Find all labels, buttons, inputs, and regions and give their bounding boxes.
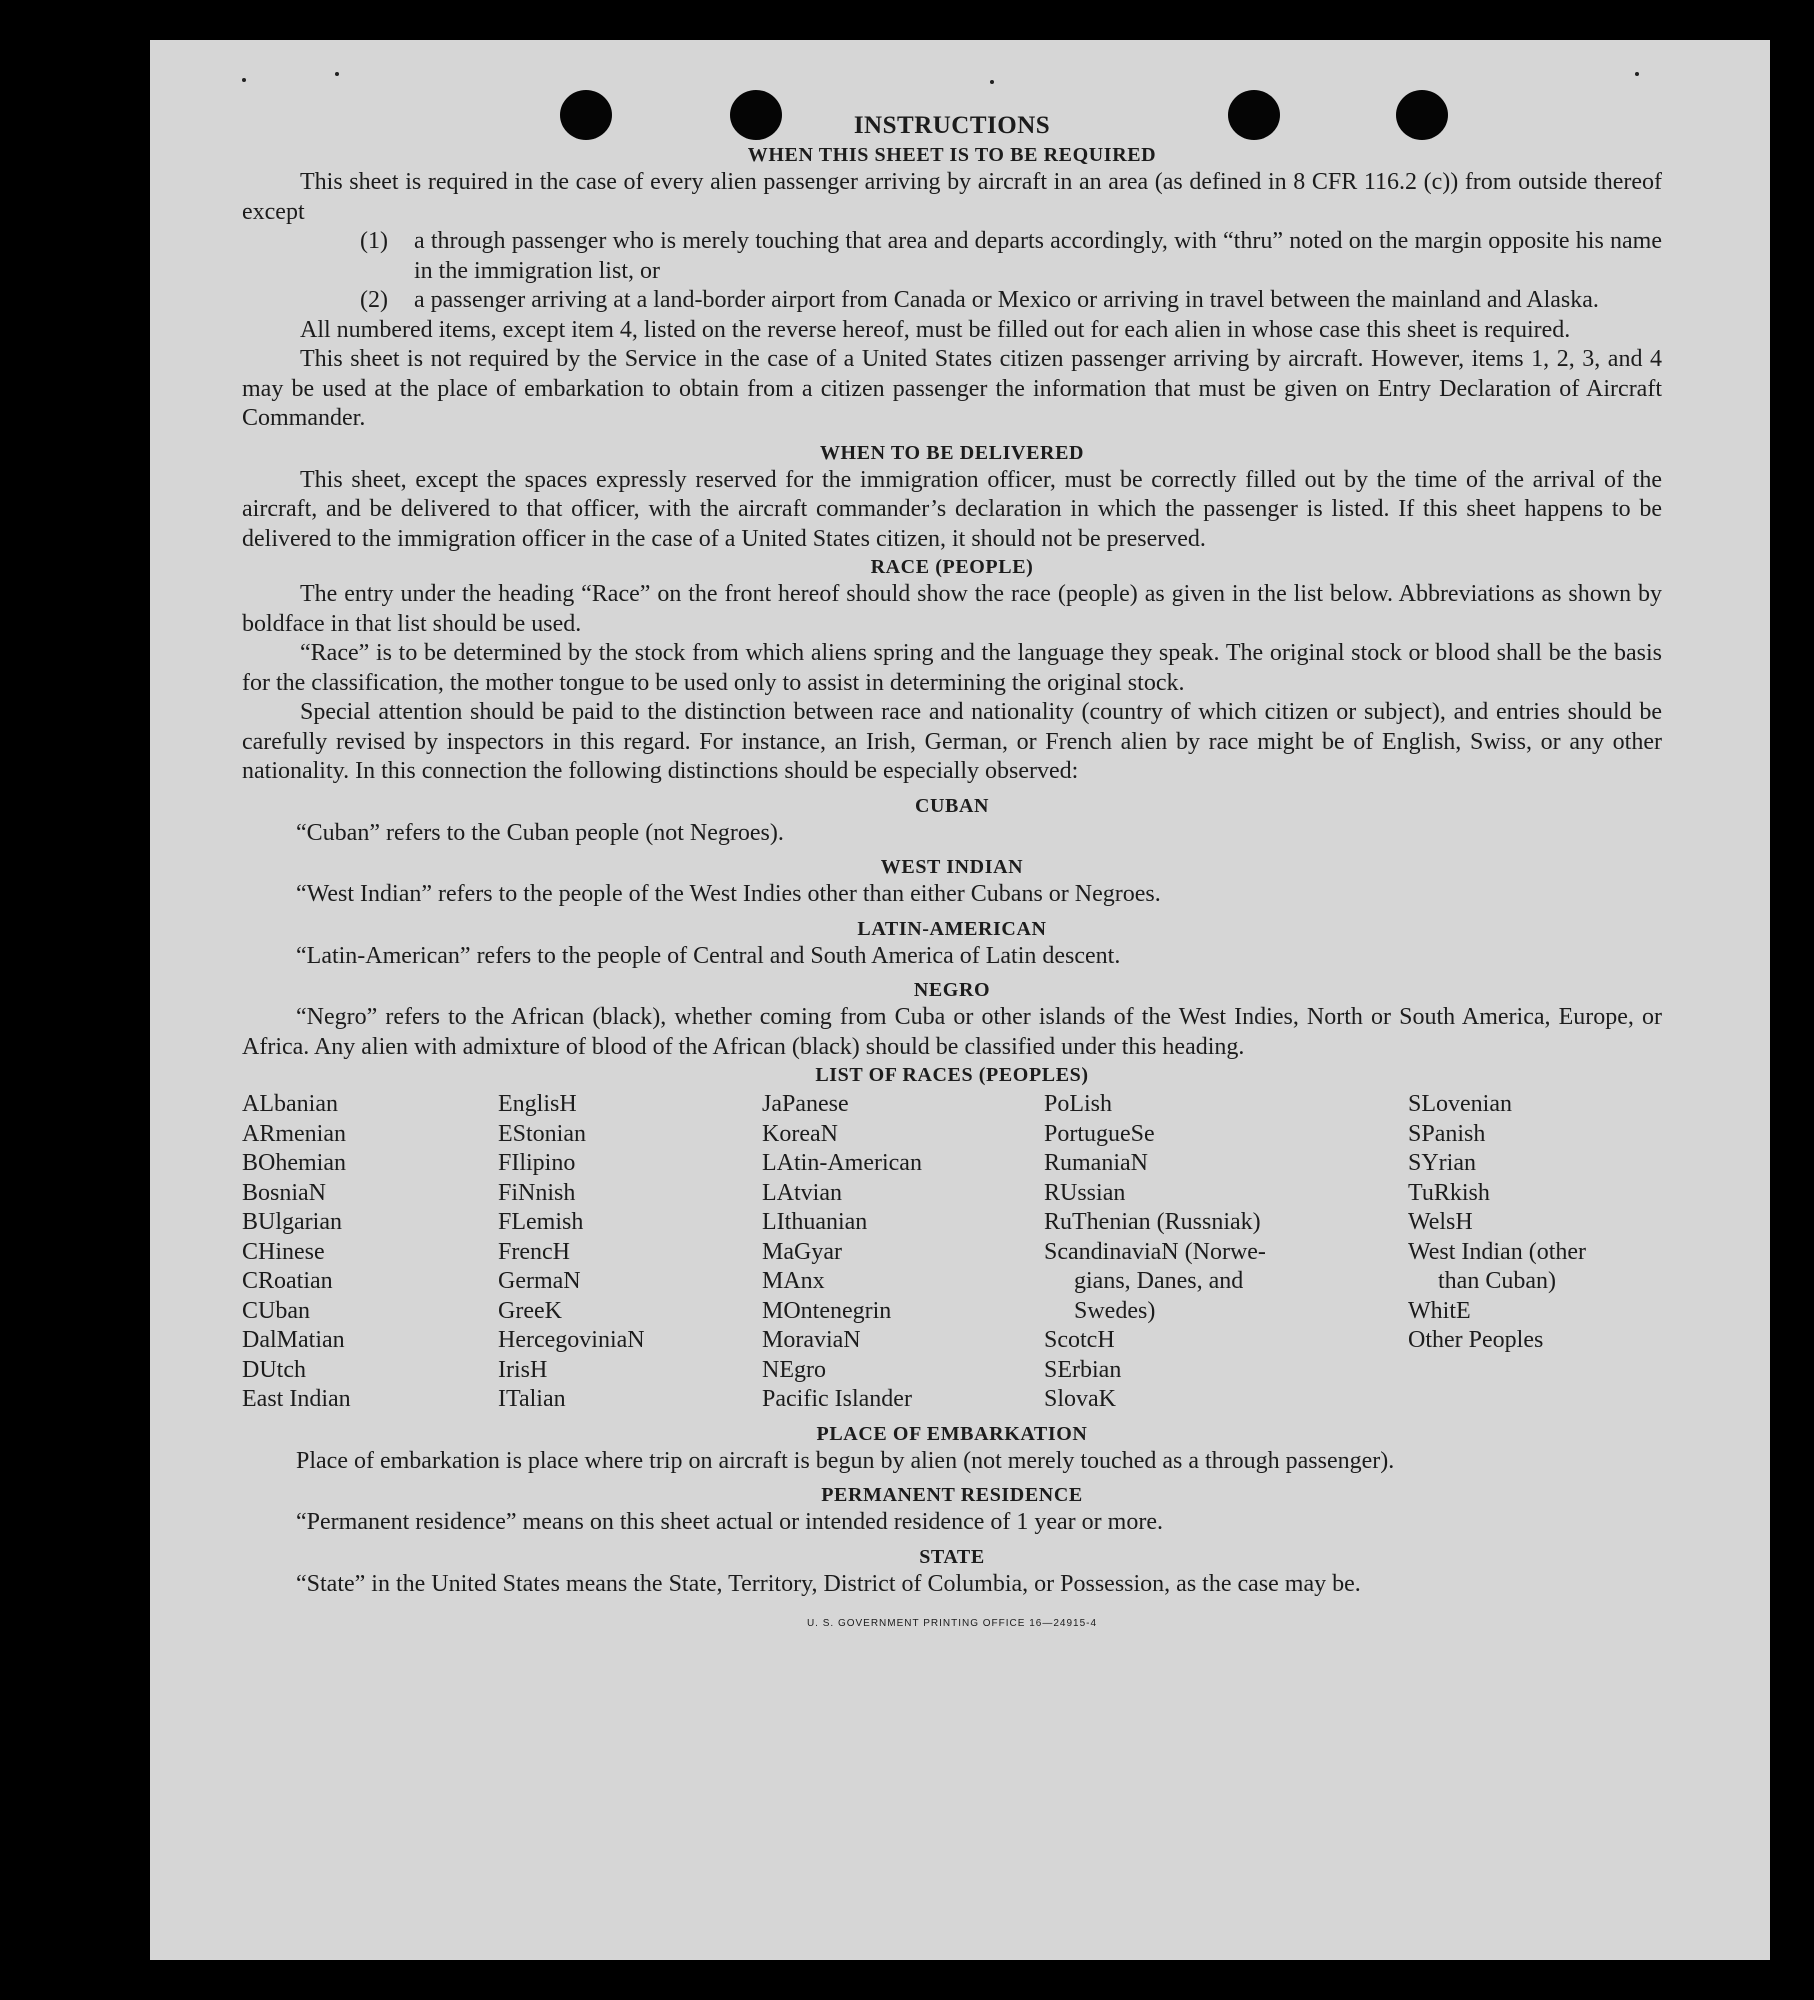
definition-text: Place of embarkation is place where trip on aircraft is begun by alien (not merely touched as a through passenger).	[296, 1447, 1395, 1474]
paragraph: The entry under the heading “Race” on the front hereof should show the race (people) as given in the list below. Abbreviations as shown by boldface in that list should be used.	[242, 581, 1662, 637]
paper-speck	[990, 80, 994, 84]
race-entry-continued: gians, Danes, and	[1074, 1268, 1244, 1294]
race-entry: MAnx	[762, 1268, 825, 1294]
section-heading-embarkation: PLACE OF EMBARKATION	[816, 1422, 1088, 1445]
paper-speck	[1635, 72, 1639, 76]
race-entry: IrisH	[498, 1356, 548, 1383]
list-item	[242, 227, 1662, 286]
section-heading-race: RACE (PEOPLE)	[870, 556, 1034, 578]
race-column	[1408, 1090, 1662, 1415]
race-entry: FrencH	[498, 1238, 570, 1265]
race-entry: DUtch	[242, 1356, 306, 1383]
definition-text: “Permanent residence” means on this sheet actual or intended residence of 1 year or more.	[296, 1509, 1163, 1535]
race-entry: PoLish	[1044, 1091, 1113, 1117]
definition-text: “State” in the United States means the State, Territory, District of Columbia, or Possession, as the case may be.	[296, 1570, 1361, 1597]
race-entry: ARmenian	[242, 1120, 346, 1147]
race-entry: Other Peoples	[1408, 1327, 1544, 1353]
race-entry: WhitE	[1408, 1297, 1471, 1324]
definition-text: “West Indian” refers to the people of the West Indies other than either Cubans or Negroes.	[296, 881, 1161, 907]
paragraph: This sheet, except the spaces expressly reserved for the immigration officer, must be correctly filled out by the time of the arrival of the aircraft, and be delivered to that officer, with the aircraft commander’s declaration in which the passenger is listed. If this sheet happens to be delivered to the immigration officer in the case of a United States citizen, it should not be preserved.	[242, 466, 1662, 552]
race-entry: MOntenegrin	[762, 1297, 892, 1324]
race-entry: BUlgarian	[242, 1209, 342, 1235]
race-entry: RuThenian (Russniak)	[1044, 1209, 1261, 1235]
race-column	[242, 1090, 498, 1415]
instructions-content	[242, 110, 1662, 1639]
race-entry: ScotcH	[1044, 1327, 1115, 1353]
item-number: (2)	[360, 287, 388, 313]
section-heading-delivered: WHEN TO BE DELIVERED	[819, 441, 1085, 464]
race-entry: CRoatian	[242, 1268, 333, 1294]
section-heading-west-indian: WEST INDIAN	[880, 856, 1024, 878]
race-entry: TuRkish	[1408, 1179, 1490, 1206]
race-entry: SlovaK	[1044, 1386, 1116, 1412]
race-entry: FiNnish	[498, 1179, 576, 1206]
race-entry: SErbian	[1044, 1356, 1122, 1383]
race-entry: WelsH	[1408, 1209, 1473, 1235]
page-title: INSTRUCTIONS	[853, 112, 1051, 139]
race-entry: DalMatian	[242, 1327, 345, 1353]
race-entry: ALbanian	[242, 1091, 338, 1117]
race-entry: EStonian	[498, 1120, 586, 1147]
race-entry: East Indian	[242, 1386, 351, 1412]
race-column	[1044, 1090, 1408, 1415]
section-heading-permanent-residence: PERMANENT RESIDENCE	[821, 1484, 1083, 1506]
paragraph: Special attention should be paid to the distinction between race and nationality (country of which citizen or subject), and entries should be carefully revised by inspectors in this regard. For instance, an Irish, German, or French alien by race might be of English, Swiss, or any other nationality. In this connection the following distinctions should be especially observed:	[242, 699, 1662, 784]
race-column	[762, 1090, 1044, 1415]
section-heading-state: STATE	[919, 1545, 985, 1568]
race-entry: BosniaN	[242, 1179, 326, 1206]
race-entry-continued: than Cuban)	[1438, 1268, 1556, 1294]
race-entry: RumaniaN	[1044, 1150, 1148, 1176]
race-entry: LIthuanian	[762, 1209, 868, 1235]
race-entry: MaGyar	[762, 1238, 842, 1265]
race-entry: EnglisH	[498, 1091, 577, 1117]
section-heading-latin-american: LATIN-AMERICAN	[857, 917, 1047, 940]
race-entry: FLemish	[498, 1209, 584, 1235]
race-entry: NEgro	[762, 1356, 826, 1383]
section-heading-list-of-races: LIST OF RACES (PEOPLES)	[815, 1064, 1089, 1086]
race-entry: FIlipino	[498, 1150, 576, 1176]
definition-text: “Cuban” refers to the Cuban people (not Negroes).	[296, 819, 784, 846]
race-entry: ITalian	[498, 1386, 566, 1412]
printer-imprint: U. S. GOVERNMENT PRINTING OFFICE 16—24915-4	[806, 1618, 1098, 1629]
race-entry-continued: Swedes)	[1074, 1297, 1156, 1324]
paragraph: This sheet is not required by the Service in the case of a United States citizen passenger arriving by aircraft. However, items 1, 2, 3, and 4 may be used at the place of embarkation to obtain from a citizen passenger the information that must be given on Entry Declaration of Aircraft Commander.	[242, 346, 1662, 431]
section-heading-cuban: CUBAN	[914, 794, 990, 817]
item-text: a passenger arriving at a land-border airport from Canada or Mexico or arriving in travel between the mainland and Alaska.	[414, 287, 1599, 313]
document-sheet	[150, 40, 1770, 1960]
race-entry: LAtvian	[762, 1179, 842, 1206]
race-entry: SLovenian	[1408, 1091, 1512, 1117]
paper-speck	[242, 78, 246, 82]
item-number: (1)	[360, 228, 388, 254]
race-entry: BOhemian	[242, 1150, 346, 1176]
paragraph: All numbered items, except item 4, listed on the reverse hereof, must be filled out for each alien in whose case this sheet is required.	[300, 316, 1571, 343]
list-item	[242, 286, 1662, 316]
item-text: a through passenger who is merely touching that area and departs accordingly, with “thru” noted on the margin opposite his name in the immigration list, or	[414, 228, 1662, 284]
definition-text: “Latin-American” refers to the people of Central and South America of Latin descent.	[296, 942, 1121, 969]
paper-speck	[335, 72, 339, 76]
race-entry: Pacific Islander	[762, 1386, 912, 1412]
section-heading-required: WHEN THIS SHEET IS TO BE REQUIRED	[747, 144, 1157, 166]
paragraph: This sheet is required in the case of every alien passenger arriving by aircraft in an area (as defined in 8 CFR 116.2 (c)) from outside thereof except	[242, 169, 1662, 225]
race-entry: CHinese	[242, 1238, 325, 1265]
race-entry: PortugueSe	[1044, 1120, 1155, 1147]
race-entry: West Indian (other	[1408, 1238, 1587, 1265]
race-entry: LAtin-American	[762, 1150, 922, 1176]
race-entry: JaPanese	[762, 1091, 849, 1117]
definition-text: “Negro” refers to the African (black), whether coming from Cuba or other islands of the West Indies, North or South America, Europe, or Africa. Any alien with admixture of blood of the African (black) should be classified under this heading.	[242, 1004, 1662, 1060]
race-entry: KoreaN	[762, 1120, 838, 1147]
race-entry: ScandinaviaN (Norwe-	[1044, 1238, 1266, 1265]
race-entry: CUban	[242, 1297, 310, 1324]
race-entry: RUssian	[1044, 1179, 1126, 1206]
race-entry: SPanish	[1408, 1120, 1486, 1147]
paragraph: “Race” is to be determined by the stock from which aliens spring and the language they speak. The original stock or blood shall be the basis for the classification, the mother tongue to be used only to assist in determining the original stock.	[242, 640, 1662, 696]
race-entry: HercegoviniaN	[498, 1327, 645, 1353]
race-column	[498, 1090, 762, 1415]
race-list	[242, 1090, 1662, 1415]
section-heading-negro: NEGRO	[913, 979, 991, 1001]
race-entry: GreeK	[498, 1297, 562, 1324]
race-entry: GermaN	[498, 1268, 581, 1294]
race-entry: SYrian	[1408, 1150, 1476, 1176]
race-entry: MoraviaN	[762, 1327, 861, 1353]
